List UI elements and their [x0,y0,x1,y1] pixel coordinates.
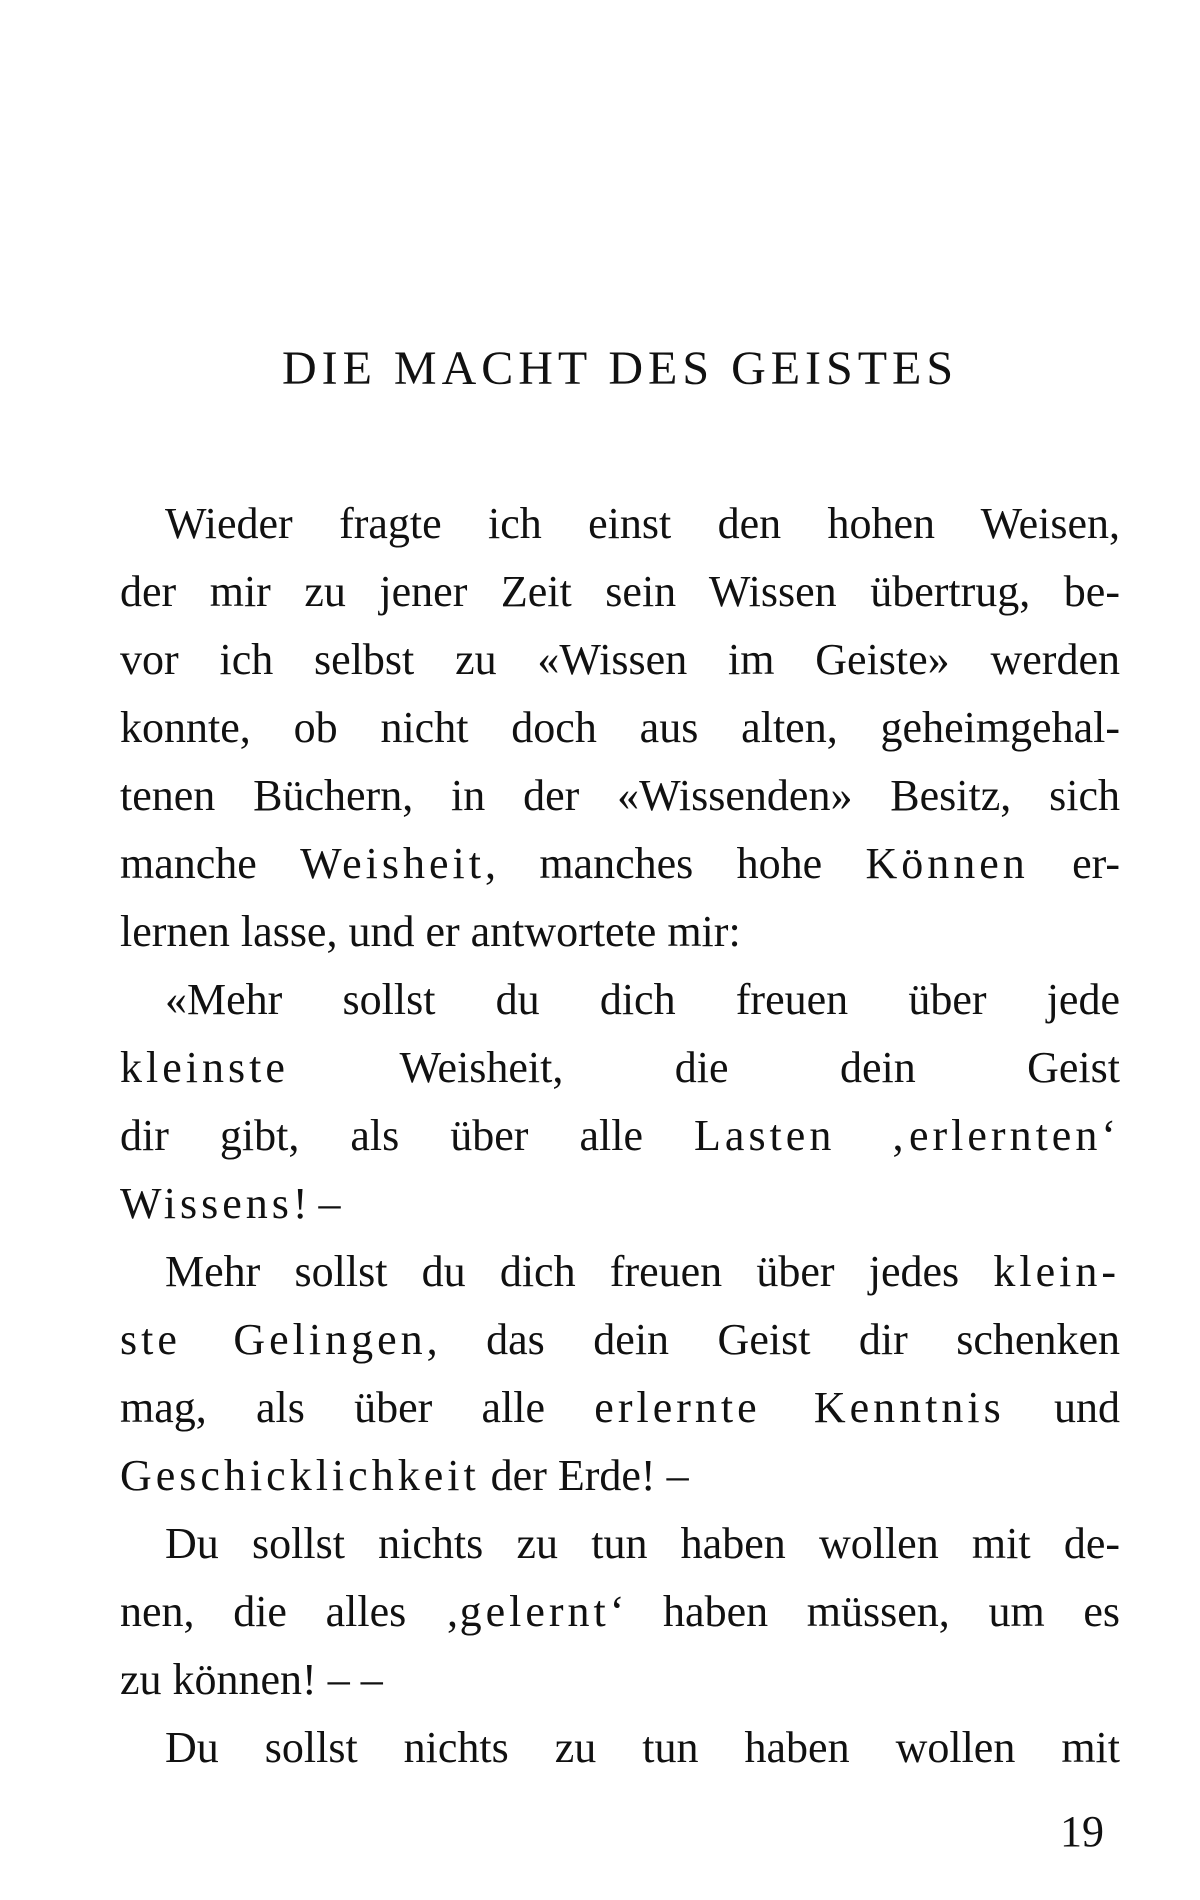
text-segment: ‘ haben müssen, um es [609,1587,1120,1636]
text-segment: Weisheit, die dein Geist [288,1043,1120,1092]
text-line [120,1646,1120,1714]
spaced-emphasis: Geschicklichkeit [120,1451,480,1500]
text-line [120,762,1120,830]
text-line [120,1714,1120,1782]
text-segment: manche [120,839,301,888]
text-segment: mag, als über alle [120,1383,595,1432]
text-segment: der mir zu jener Zeit sein Wissen übertrug, be- [120,567,1120,616]
text-line [120,694,1120,762]
text-line [120,1102,1120,1170]
text-segment: «Mehr sollst du dich freuen über jede [165,975,1120,1024]
spaced-emphasis: Können [865,839,1029,888]
text-line [120,1238,1120,1306]
text-line [120,830,1120,898]
body-text [120,490,1120,1782]
text-segment: , manches hohe [485,839,866,888]
text-segment: Mehr sollst du dich freuen über jedes [165,1247,994,1296]
text-segment: lernen lasse, und er antwortete mir: [120,907,741,956]
text-line [120,1374,1120,1442]
text-line [120,1306,1120,1374]
text-segment: und [1004,1383,1121,1432]
text-line [120,558,1120,626]
spaced-emphasis: kleinste [120,1043,289,1092]
page-number: 19 [1060,1807,1104,1856]
text-segment: , das dein Geist dir schenken [426,1315,1120,1364]
text-segment: tenen Büchern, in der «Wissenden» Besitz, sich [120,771,1120,820]
spaced-emphasis: klein- [993,1247,1120,1296]
text-segment: er- [1028,839,1121,888]
text-segment: zu können! – – [120,1655,383,1704]
text-segment: konnte, ob nicht doch aus alten, geheimgehal- [120,703,1120,752]
text-line [120,966,1120,1034]
spaced-emphasis: Wissens [120,1179,293,1228]
text-segment: der Erde! – [479,1451,689,1500]
text-line [120,1510,1120,1578]
text-segment: Wieder fragte ich einst den hohen Weisen, [165,499,1120,548]
text-line [120,1442,1120,1510]
spaced-emphasis: ste Gelingen [120,1315,427,1364]
text-segment: dir gibt, als über alle [120,1111,695,1160]
text-line [120,1034,1120,1102]
text-line [120,1170,1120,1238]
text-line [120,898,1120,966]
text-line [120,1578,1120,1646]
chapter-title: DIE MACHT DES GEISTES [281,342,959,395]
text-segment: ! – [292,1179,341,1228]
text-segment: vor ich selbst zu «Wissen im Geiste» werden [120,635,1120,684]
text-line [120,490,1120,558]
text-segment: nen, die alles ‚ [120,1587,460,1636]
spaced-emphasis: gelernt [459,1587,610,1636]
spaced-emphasis: Weisheit [300,839,486,888]
text-segment: Du sollst nichts zu tun haben wollen mit de- [165,1519,1120,1568]
text-segment: Du sollst nichts zu tun haben wollen mit [165,1723,1120,1772]
text-line [120,626,1120,694]
spaced-emphasis: Lasten ‚erlernten‘ [694,1111,1120,1160]
spaced-emphasis: erlernte Kenntnis [594,1383,1005,1432]
